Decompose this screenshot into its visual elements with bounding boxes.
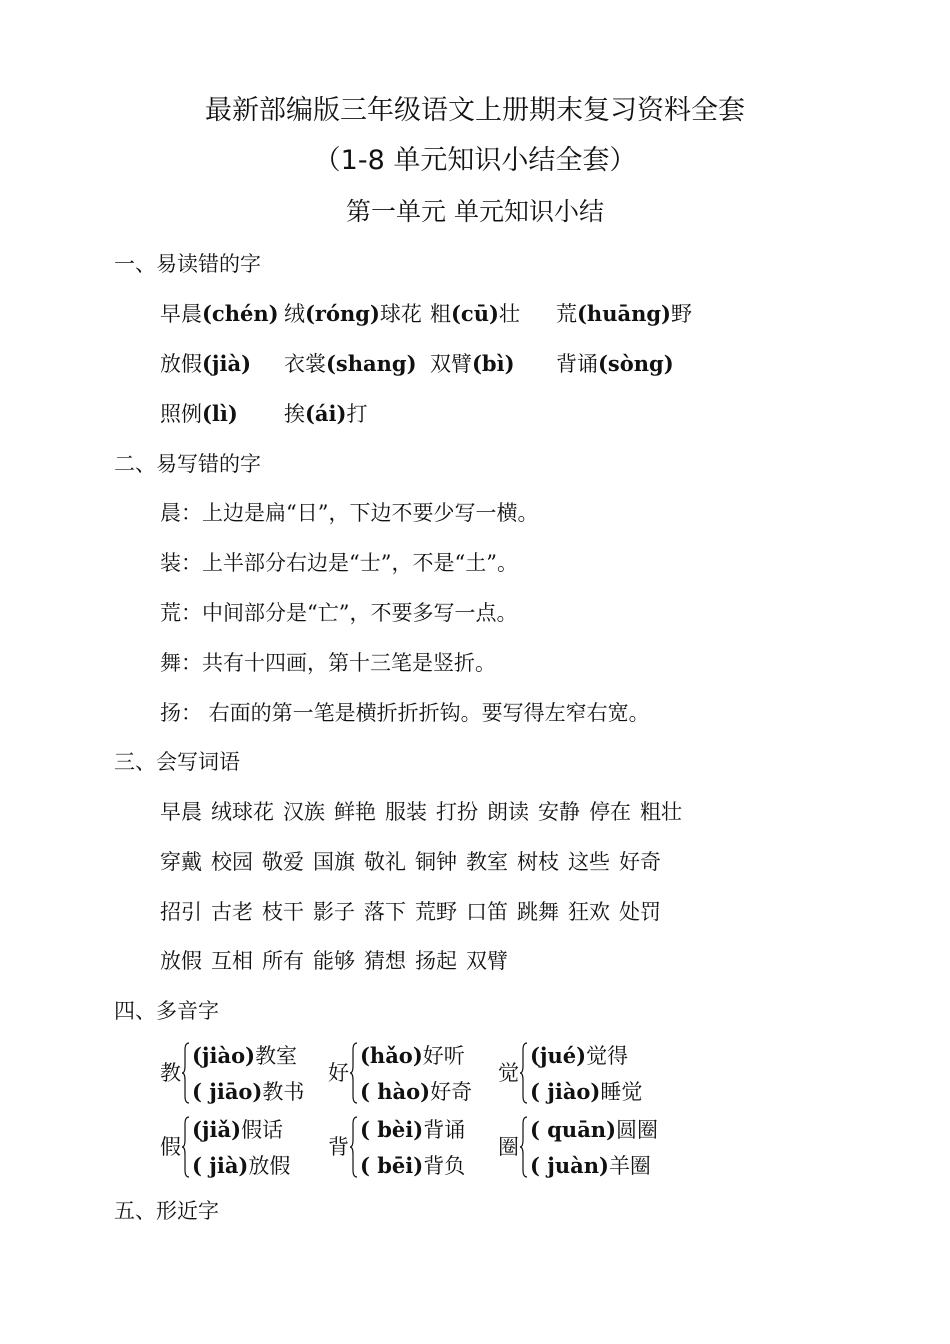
hard-to-read-item: 粗(cū)壮: [430, 301, 520, 326]
polyphonic-reading: (jiào)教室: [192, 1043, 298, 1068]
polyphonic-reading: ( jià)放假: [192, 1153, 291, 1178]
polyphonic-character: 好: [328, 1061, 349, 1085]
vocabulary-word: 绒球花: [211, 800, 274, 824]
vocabulary-word: 粗壮: [640, 800, 682, 824]
vocabulary-word: 落下: [364, 900, 406, 924]
section-heading-polyphonic: 四、多音字: [114, 999, 219, 1023]
vocabulary-word: 枝干: [262, 900, 304, 924]
vocabulary-word: 放假: [160, 949, 202, 973]
vocabulary-word: 树枝: [517, 850, 559, 874]
vocabulary-word: 服装: [385, 800, 427, 824]
polyphonic-reading: ( juàn)羊圈: [530, 1153, 651, 1178]
brace-icon: [520, 1116, 528, 1178]
section-heading-hard-to-read: 一、易读错的字: [114, 252, 261, 276]
polyphonic-reading: ( bèi)背诵: [360, 1117, 466, 1142]
vocabulary-word: 铜钟: [415, 850, 457, 874]
vocabulary-row: [160, 896, 670, 926]
brace-icon: [182, 1116, 190, 1178]
brace-icon: [182, 1042, 190, 1104]
vocabulary-word: 汉族: [283, 800, 325, 824]
polyphonic-reading: (jiǎ)假话: [192, 1117, 284, 1142]
vocabulary-word: 狂欢: [568, 900, 610, 924]
hard-to-read-item: 荒(huāng)野: [556, 301, 692, 326]
vocabulary-word: 影子: [313, 900, 355, 924]
hard-to-read-item: 衣裳(shang): [284, 351, 417, 376]
vocabulary-word: 鲜艳: [334, 800, 376, 824]
vocabulary-word: 敬礼: [364, 850, 406, 874]
vocabulary-word: 猜想: [364, 949, 406, 973]
vocabulary-word: 停在: [589, 800, 631, 824]
vocabulary-word: 扬起: [415, 949, 457, 973]
vocabulary-word: 跳舞: [517, 900, 559, 924]
polyphonic-character: 假: [160, 1135, 181, 1159]
vocabulary-word: 这些: [568, 850, 610, 874]
polyphonic-reading: ( bēi)背负: [360, 1153, 466, 1178]
vocabulary-word: 穿戴: [160, 850, 202, 874]
document-title: 最新部编版三年级语文上册期末复习资料全套: [205, 95, 745, 126]
brace-icon: [350, 1042, 358, 1104]
vocabulary-row: [160, 945, 517, 975]
vocabulary-word: 安静: [538, 800, 580, 824]
polyphonic-reading: ( jiāo)教书: [192, 1079, 305, 1104]
polyphonic-reading: (jué)觉得: [530, 1043, 629, 1068]
hard-to-write-line: 装：上半部分右边是“士”，不是“土”。: [160, 551, 518, 575]
vocabulary-word: 处罚: [619, 900, 661, 924]
vocabulary-word: 朗读: [487, 800, 529, 824]
document-subtitle: （1-8 单元知识小结全套）: [313, 145, 637, 176]
vocabulary-word: 所有: [262, 949, 304, 973]
hard-to-read-item: 放假(jià): [160, 351, 252, 376]
vocabulary-word: 早晨: [160, 800, 202, 824]
vocabulary-word: 古老: [211, 900, 253, 924]
polyphonic-reading: ( jiào)睡觉: [530, 1079, 643, 1104]
vocabulary-word: 双臂: [466, 949, 508, 973]
unit-title: 第一单元 单元知识小结: [346, 197, 604, 226]
vocabulary-word: 能够: [313, 949, 355, 973]
brace-icon: [350, 1116, 358, 1178]
polyphonic-character: 圈: [498, 1135, 519, 1159]
vocabulary-word: 校园: [211, 850, 253, 874]
section-heading-hard-to-write: 二、易写错的字: [114, 452, 261, 476]
vocabulary-word: 国旗: [313, 850, 355, 874]
polyphonic-reading: ( quān)圆圈: [530, 1117, 659, 1142]
vocabulary-row: [160, 796, 691, 826]
hard-to-read-item: 背诵(sòng): [556, 351, 674, 376]
hard-to-write-line: 舞：共有十四画，第十三笔是竖折。: [160, 651, 496, 675]
section-heading-vocabulary: 三、会写词语: [114, 750, 240, 774]
brace-icon: [520, 1042, 528, 1104]
polyphonic-character: 教: [160, 1061, 181, 1085]
section-heading-similar-characters: 五、形近字: [114, 1199, 219, 1223]
polyphonic-character: 觉: [498, 1061, 519, 1085]
hard-to-read-item: 照例(lì): [160, 401, 238, 426]
vocabulary-word: 招引: [160, 900, 202, 924]
hard-to-read-item: 绒(róng)球花: [284, 301, 422, 326]
vocabulary-word: 互相: [211, 949, 253, 973]
vocabulary-word: 教室: [466, 850, 508, 874]
polyphonic-reading: (hǎo)好听: [360, 1043, 465, 1068]
vocabulary-word: 敬爱: [262, 850, 304, 874]
hard-to-write-line: 扬： 右面的第一笔是横折折折钩。要写得左窄右宽。: [160, 701, 650, 725]
polyphonic-reading: ( hào)好奇: [360, 1079, 473, 1104]
hard-to-write-line: 荒：中间部分是“亡”，不要多写一点。: [160, 601, 518, 625]
vocabulary-word: 打扮: [436, 800, 478, 824]
hard-to-read-item: 早晨(chén): [160, 301, 279, 326]
vocabulary-word: 口笛: [466, 900, 508, 924]
vocabulary-word: 好奇: [619, 850, 661, 874]
vocabulary-word: 荒野: [415, 900, 457, 924]
vocabulary-row: [160, 846, 670, 876]
polyphonic-character: 背: [328, 1135, 349, 1159]
hard-to-write-line: 晨：上边是扁“日”，下边不要少写一横。: [160, 501, 539, 525]
hard-to-read-item: 挨(ái)打: [284, 401, 368, 426]
hard-to-read-item: 双臂(bì): [430, 351, 515, 376]
